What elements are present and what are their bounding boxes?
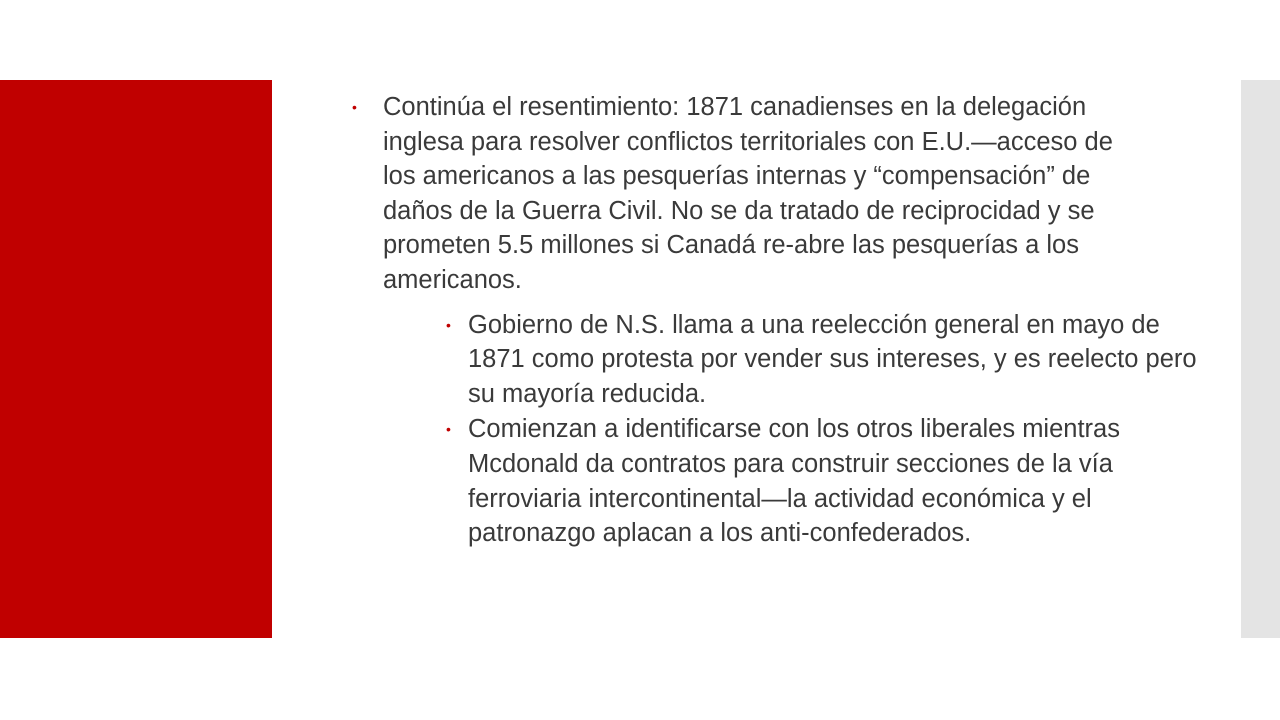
- sub-bullet-item: [383, 412, 1203, 550]
- bullet-icon: •: [446, 316, 451, 333]
- sub-bullet-text: Gobierno de N.S. llama a una reelección general en mayo de 1871 como protesta por vender sus intereses, y es reelecto pero su mayoría reducida.: [468, 310, 1197, 408]
- bullet-item: [352, 90, 1197, 551]
- sub-bullet-text: Comienzan a identificarse con los otros liberales mientras Mcdonald da contratos para construir secciones de la vía ferroviaria intercontinental—la actividad económica y el patronazgo aplacan a los anti-confederados.: [468, 415, 1120, 548]
- sub-bullet-list: [383, 308, 1197, 551]
- bullet-text: Continúa el resentimiento: 1871 canadienses en la delegación inglesa para resolver conflictos territoriales con E.U.—acceso de los americanos a las pesquerías internas y “compensación” de daños de la Guerra Civil. No se da tratado de reciprocidad y se prometen 5.5 millones si Canadá re-abre las pesquerías a los americanos.: [383, 93, 1113, 294]
- sub-bullet-item: [383, 308, 1203, 412]
- bullet-icon: •: [446, 421, 451, 438]
- slide-body: [352, 90, 1232, 552]
- accent-bar: [0, 80, 272, 638]
- bullet-list: [352, 90, 1232, 551]
- bullet-icon: •: [352, 99, 357, 115]
- side-panel: [1241, 80, 1280, 638]
